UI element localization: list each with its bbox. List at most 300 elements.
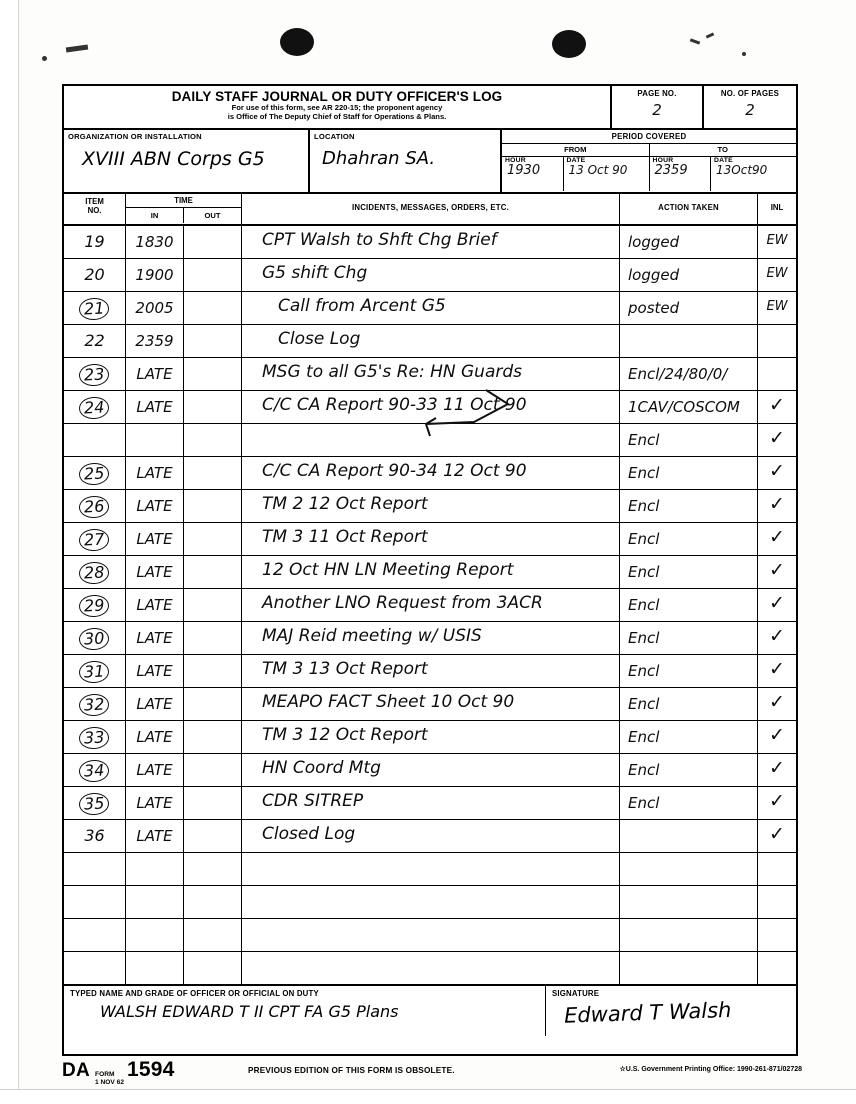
- hour-label: HOUR: [652, 157, 674, 164]
- cell-incident: [242, 490, 620, 522]
- cell-incident: [242, 226, 620, 258]
- item-no-value: [64, 523, 125, 551]
- item-no-value: [64, 556, 125, 584]
- cell-item-no: [64, 655, 126, 687]
- table-row: [64, 391, 796, 424]
- cell-time-in: [126, 622, 184, 654]
- cell-time-out: [184, 853, 242, 885]
- cell-item-no: [64, 325, 126, 357]
- location-cell: [310, 130, 502, 192]
- table-row: [64, 523, 796, 556]
- cell-initials: [758, 490, 796, 522]
- initials-checkmark: ✓: [769, 394, 785, 416]
- cell-incident: [242, 325, 620, 357]
- to-date-value: 13Oct90: [716, 163, 768, 177]
- time-in-value: LATE: [136, 365, 173, 383]
- scan-edge-left: [0, 0, 19, 1104]
- action-taken-value: posted: [628, 299, 680, 317]
- gpo-note: ☆U.S. Government Printing Office: 1990-261-871/02728: [619, 1066, 802, 1073]
- hour-label: HOUR: [505, 157, 526, 164]
- cell-action-taken: [620, 226, 758, 258]
- initials-checkmark: ✓: [769, 691, 785, 713]
- incident-value: C/C CA Report 90-34 12 Oct 90: [262, 461, 527, 481]
- cell-item-no: [64, 754, 126, 786]
- form-title-block: [64, 86, 612, 128]
- cell-time-out: [184, 952, 242, 984]
- incident-value: G5 shift Chg: [262, 263, 368, 283]
- cell-initials: [758, 853, 796, 885]
- item-no-circle: 30: [79, 627, 110, 651]
- initials-checkmark: ✓: [769, 493, 785, 515]
- cell-item-no: [64, 259, 126, 291]
- form-subtitle-line1: For use of this form, see AR 220-15; the proponent agency: [231, 103, 443, 112]
- initials-checkmark: ✓: [769, 559, 785, 581]
- table-row: [64, 325, 796, 358]
- cell-initials: [758, 523, 796, 555]
- cell-time-out: [184, 622, 242, 654]
- item-no-value: [64, 589, 125, 617]
- action-taken-value: 1CAV/COSCOM: [628, 398, 740, 416]
- item-no-circle: 31: [79, 660, 110, 684]
- time-in-value: LATE: [136, 398, 173, 416]
- column-header-time-label: TIME: [126, 194, 241, 208]
- cell-time-out: [184, 523, 242, 555]
- scan-speck: [690, 38, 700, 44]
- cell-time-in: [126, 358, 184, 390]
- form-identification-line: [62, 1058, 802, 1084]
- item-no-value: [64, 622, 125, 650]
- date-label: DATE: [566, 157, 586, 164]
- table-row: [64, 259, 796, 292]
- table-row: [64, 589, 796, 622]
- to-label: TO: [650, 144, 797, 157]
- cell-time-out: [184, 754, 242, 786]
- cell-action-taken: [620, 886, 758, 918]
- cell-initials: [758, 259, 796, 291]
- cell-incident: [242, 919, 620, 951]
- time-in-value: LATE: [136, 563, 173, 581]
- scan-speck: [66, 44, 88, 52]
- item-no-value: [64, 457, 125, 485]
- item-no-circle: 34: [79, 759, 110, 783]
- cell-initials: [758, 292, 796, 324]
- column-header-in: IN: [126, 208, 184, 223]
- table-row: [64, 919, 796, 952]
- time-in-value: LATE: [136, 827, 173, 845]
- incident-value: TM 3 11 Oct Report: [262, 527, 428, 547]
- signature-label: SIGNATURE: [552, 989, 600, 998]
- incident-value: TM 2 12 Oct Report: [262, 494, 428, 514]
- incident-value: CDR SITREP: [262, 791, 364, 811]
- table-row: [64, 457, 796, 490]
- cell-initials: [758, 886, 796, 918]
- location-label: LOCATION: [314, 132, 355, 141]
- cell-time-out: [184, 457, 242, 489]
- initials-value: EW: [766, 233, 788, 248]
- item-no-value: [64, 391, 125, 419]
- organization-label: ORGANIZATION OR INSTALLATION: [68, 132, 202, 141]
- item-no-value: [64, 655, 125, 683]
- incident-value: Closed Log: [262, 824, 356, 844]
- table-row: [64, 886, 796, 919]
- item-no-circle: 21: [79, 297, 110, 321]
- form-title-row: [64, 86, 796, 130]
- table-row: [64, 721, 796, 754]
- cell-incident: [242, 952, 620, 984]
- da-form-number: 1594: [127, 1058, 175, 1081]
- cell-item-no: [64, 226, 126, 258]
- cell-time-in: [126, 226, 184, 258]
- column-header-time: [126, 194, 242, 224]
- action-taken-value: Encl: [628, 464, 660, 482]
- action-taken-value: Encl: [628, 761, 660, 779]
- table-row: [64, 952, 796, 985]
- time-in-value: LATE: [136, 728, 173, 746]
- table-row: [64, 556, 796, 589]
- incident-value: Another LNO Request from 3ACR: [262, 593, 543, 613]
- cell-action-taken: [620, 457, 758, 489]
- cell-time-in: [126, 589, 184, 621]
- cell-incident: [242, 787, 620, 819]
- cell-action-taken: [620, 424, 758, 456]
- cell-initials: [758, 622, 796, 654]
- column-header-item-no-line1: ITEM: [85, 197, 104, 206]
- action-taken-value: Encl/24/80/0/: [628, 365, 728, 383]
- cell-incident: [242, 523, 620, 555]
- table-row: [64, 655, 796, 688]
- item-no-circle: 23: [79, 363, 110, 387]
- column-header-out: OUT: [204, 211, 221, 220]
- da-prefix: DA: [62, 1060, 91, 1081]
- time-in-value: 1900: [135, 266, 174, 284]
- cell-time-out: [184, 490, 242, 522]
- hole-punch-mark-right: [552, 30, 586, 58]
- cell-action-taken: [620, 919, 758, 951]
- cell-initials: [758, 457, 796, 489]
- initials-checkmark: ✓: [769, 427, 785, 449]
- action-taken-value: Encl: [628, 629, 660, 647]
- location-value: Dhahran SA.: [322, 148, 436, 169]
- log-entries-table: [64, 226, 796, 985]
- item-no-value: [64, 292, 125, 320]
- cell-item-no: [64, 490, 126, 522]
- incident-value: Call from Arcent G5: [278, 296, 446, 316]
- cell-action-taken: [620, 589, 758, 621]
- initials-checkmark: ✓: [769, 658, 785, 680]
- page-no-value: 2: [652, 101, 662, 119]
- incident-value: Close Log: [278, 329, 361, 349]
- cell-action-taken: [620, 721, 758, 753]
- time-in-value: 1830: [135, 233, 174, 251]
- cell-time-in: [126, 787, 184, 819]
- cell-item-no: [64, 622, 126, 654]
- cell-item-no: [64, 886, 126, 918]
- previous-edition-note: PREVIOUS EDITION OF THIS FORM IS OBSOLETE.: [248, 1066, 455, 1075]
- incident-value: 12 Oct HN LN Meeting Report: [262, 560, 514, 580]
- cell-incident: [242, 589, 620, 621]
- table-row: [64, 358, 796, 391]
- item-no-value: 36: [84, 826, 105, 845]
- table-column-headers: [64, 194, 796, 226]
- cell-time-out: [184, 556, 242, 588]
- cell-time-out: [184, 391, 242, 423]
- cell-time-out: [184, 820, 242, 852]
- cell-action-taken: [620, 523, 758, 555]
- no-of-pages-cell: [704, 86, 796, 128]
- initials-value: EW: [766, 266, 788, 281]
- cell-time-in: [126, 259, 184, 291]
- cell-time-out: [184, 721, 242, 753]
- cell-action-taken: [620, 952, 758, 984]
- item-no-circle: 25: [79, 462, 110, 486]
- da-form-word-block: [90, 1071, 127, 1086]
- initials-checkmark: ✓: [769, 526, 785, 548]
- initials-checkmark: ✓: [769, 592, 785, 614]
- to-hour-value: 2359: [654, 163, 688, 178]
- table-row: [64, 292, 796, 325]
- cell-initials: [758, 688, 796, 720]
- date-label: DATE: [714, 157, 733, 164]
- initials-checkmark: ✓: [769, 625, 785, 647]
- cell-item-no: [64, 853, 126, 885]
- item-no-value: [64, 688, 125, 716]
- action-taken-value: logged: [628, 233, 680, 251]
- table-row: [64, 424, 796, 457]
- table-row: [64, 820, 796, 853]
- item-no-circle: 35: [79, 792, 110, 816]
- time-in-value: LATE: [136, 794, 173, 812]
- incident-value: C/C CA Report 90-33 11 Oct 90: [262, 395, 527, 415]
- cell-time-out: [184, 589, 242, 621]
- scan-edge-bottom: [0, 1089, 856, 1104]
- cell-action-taken: [620, 490, 758, 522]
- cell-time-in: [126, 457, 184, 489]
- cell-initials: [758, 952, 796, 984]
- cell-incident: [242, 886, 620, 918]
- typed-name-label: TYPED NAME AND GRADE OF OFFICER OR OFFICIAL ON DUTY: [70, 989, 319, 998]
- cell-time-in: [126, 919, 184, 951]
- cell-time-in: [126, 886, 184, 918]
- scan-speck: [42, 56, 47, 61]
- cell-time-out: [184, 325, 242, 357]
- cell-time-in: [126, 556, 184, 588]
- table-row: [64, 688, 796, 721]
- typed-name-value: WALSH EDWARD T II CPT FA G5 Plans: [100, 1002, 399, 1021]
- item-no-value: [64, 754, 125, 782]
- cell-incident: [242, 556, 620, 588]
- cell-action-taken: [620, 292, 758, 324]
- cell-action-taken: [620, 655, 758, 687]
- no-of-pages-value: 2: [745, 101, 755, 119]
- cell-initials: [758, 589, 796, 621]
- column-header-item-no-line2: NO.: [87, 205, 102, 215]
- form-footer: [64, 985, 796, 1036]
- item-no-circle: 33: [79, 726, 110, 750]
- time-in-value: LATE: [136, 530, 173, 548]
- form-title: DAILY STAFF JOURNAL OR DUTY OFFICER'S LOG: [171, 89, 503, 104]
- signature-cell: [546, 986, 796, 1036]
- time-in-value: 2005: [135, 299, 174, 317]
- action-taken-value: Encl: [628, 530, 660, 548]
- cell-action-taken: [620, 853, 758, 885]
- from-label: FROM: [502, 144, 649, 157]
- time-in-value: LATE: [136, 695, 173, 713]
- cell-initials: [758, 556, 796, 588]
- cell-incident: [242, 688, 620, 720]
- cell-action-taken: [620, 358, 758, 390]
- cell-time-out: [184, 655, 242, 687]
- cell-time-out: [184, 358, 242, 390]
- cell-initials: [758, 325, 796, 357]
- from-hour-value: 1930: [507, 163, 541, 178]
- cell-time-out: [184, 292, 242, 324]
- cell-time-in: [126, 721, 184, 753]
- action-taken-value: Encl: [628, 794, 660, 812]
- cell-time-in: [126, 490, 184, 522]
- cell-time-out: [184, 688, 242, 720]
- cell-time-out: [184, 424, 242, 456]
- scan-speck: [706, 32, 715, 38]
- cell-item-no: [64, 721, 126, 753]
- initials-checkmark: ✓: [769, 460, 785, 482]
- item-no-value: [64, 787, 125, 815]
- to-date-cell: [711, 157, 796, 191]
- action-taken-value: Encl: [628, 662, 660, 680]
- cell-item-no: [64, 556, 126, 588]
- da-form-number-block: [62, 1058, 175, 1086]
- cell-time-in: [126, 523, 184, 555]
- initials-checkmark: ✓: [769, 823, 785, 845]
- cell-time-in: [126, 952, 184, 984]
- table-row: [64, 853, 796, 886]
- table-row: [64, 226, 796, 259]
- cell-item-no: [64, 688, 126, 720]
- time-in-value: LATE: [136, 464, 173, 482]
- cell-initials: [758, 820, 796, 852]
- cell-time-out: [184, 259, 242, 291]
- time-in-value: LATE: [136, 596, 173, 614]
- item-no-value: 22: [84, 331, 105, 350]
- cell-initials: [758, 721, 796, 753]
- cell-item-no: [64, 292, 126, 324]
- item-no-circle: 29: [79, 594, 110, 618]
- cell-initials: [758, 754, 796, 786]
- organization-value: XVIII ABN Corps G5: [82, 148, 265, 170]
- cell-action-taken: [620, 820, 758, 852]
- no-of-pages-label: NO. OF PAGES: [720, 89, 780, 98]
- cell-incident: [242, 820, 620, 852]
- to-hour-cell: [650, 157, 712, 191]
- cell-incident: [242, 424, 620, 456]
- incident-value: MAJ Reid meeting w/ USIS: [262, 626, 482, 646]
- cell-incident: [242, 358, 620, 390]
- action-taken-value: logged: [628, 266, 680, 284]
- action-taken-value: Encl: [628, 431, 660, 449]
- cell-action-taken: [620, 622, 758, 654]
- cell-time-in: [126, 688, 184, 720]
- cell-item-no: [64, 523, 126, 555]
- action-taken-value: Encl: [628, 563, 660, 581]
- column-header-inl: INL: [770, 203, 784, 212]
- cell-action-taken: [620, 754, 758, 786]
- cell-item-no: [64, 391, 126, 423]
- cell-item-no: [64, 589, 126, 621]
- cell-time-in: [126, 754, 184, 786]
- cell-time-in: [126, 853, 184, 885]
- period-covered-label: PERIOD COVERED: [502, 130, 796, 144]
- cell-action-taken: [620, 556, 758, 588]
- incident-value: MEAPO FACT Sheet 10 Oct 90: [262, 692, 515, 712]
- period-to: [650, 144, 797, 191]
- cell-initials: [758, 391, 796, 423]
- cell-action-taken: [620, 325, 758, 357]
- signature-value: Edward T Walsh: [563, 997, 732, 1028]
- cell-time-in: [126, 292, 184, 324]
- organization-cell: [64, 130, 310, 192]
- incident-value: MSG to all G5's Re: HN Guards: [262, 362, 523, 382]
- time-in-value: LATE: [136, 761, 173, 779]
- page-no-cell: [612, 86, 704, 128]
- cell-initials: [758, 358, 796, 390]
- cell-time-in: [126, 391, 184, 423]
- cell-time-out: [184, 787, 242, 819]
- time-in-value: LATE: [136, 662, 173, 680]
- cell-initials: [758, 424, 796, 456]
- item-no-circle: 32: [79, 693, 110, 717]
- from-date-value: 13 Oct 90: [568, 163, 628, 177]
- cell-time-in: [126, 424, 184, 456]
- time-in-value: 2359: [135, 332, 174, 350]
- table-row: [64, 622, 796, 655]
- table-row: [64, 754, 796, 787]
- item-no-circle: 28: [79, 561, 110, 585]
- cell-item-no: [64, 919, 126, 951]
- cell-incident: [242, 622, 620, 654]
- cell-action-taken: [620, 391, 758, 423]
- cell-incident: [242, 754, 620, 786]
- item-no-circle: 26: [79, 495, 110, 519]
- initials-checkmark: ✓: [769, 724, 785, 746]
- cell-incident: [242, 391, 620, 423]
- item-no-value: [64, 721, 125, 749]
- cell-incident: [242, 853, 620, 885]
- typed-name-cell: [64, 986, 546, 1036]
- initials-checkmark: ✓: [769, 790, 785, 812]
- cell-item-no: [64, 787, 126, 819]
- cell-action-taken: [620, 787, 758, 819]
- cell-time-out: [184, 886, 242, 918]
- hole-punch-mark-left: [280, 28, 314, 56]
- da-form-date: 1 NOV 62: [95, 1078, 125, 1086]
- scan-speck: [742, 52, 746, 56]
- cell-time-out: [184, 226, 242, 258]
- table-row: [64, 490, 796, 523]
- incident-value: TM 3 12 Oct Report: [262, 725, 428, 745]
- item-no-value: 20: [84, 265, 105, 284]
- cell-action-taken: [620, 259, 758, 291]
- cell-time-in: [126, 325, 184, 357]
- page-no-label: PAGE NO.: [637, 89, 677, 98]
- incident-value: TM 3 13 Oct Report: [262, 659, 428, 679]
- cell-time-out: [184, 919, 242, 951]
- organization-row: [64, 130, 796, 194]
- cell-incident: [242, 457, 620, 489]
- column-header-item-no: [64, 194, 126, 224]
- table-row: [64, 787, 796, 820]
- cell-incident: [242, 721, 620, 753]
- column-header-incidents: INCIDENTS, MESSAGES, ORDERS, ETC.: [242, 194, 620, 224]
- cell-item-no: [64, 457, 126, 489]
